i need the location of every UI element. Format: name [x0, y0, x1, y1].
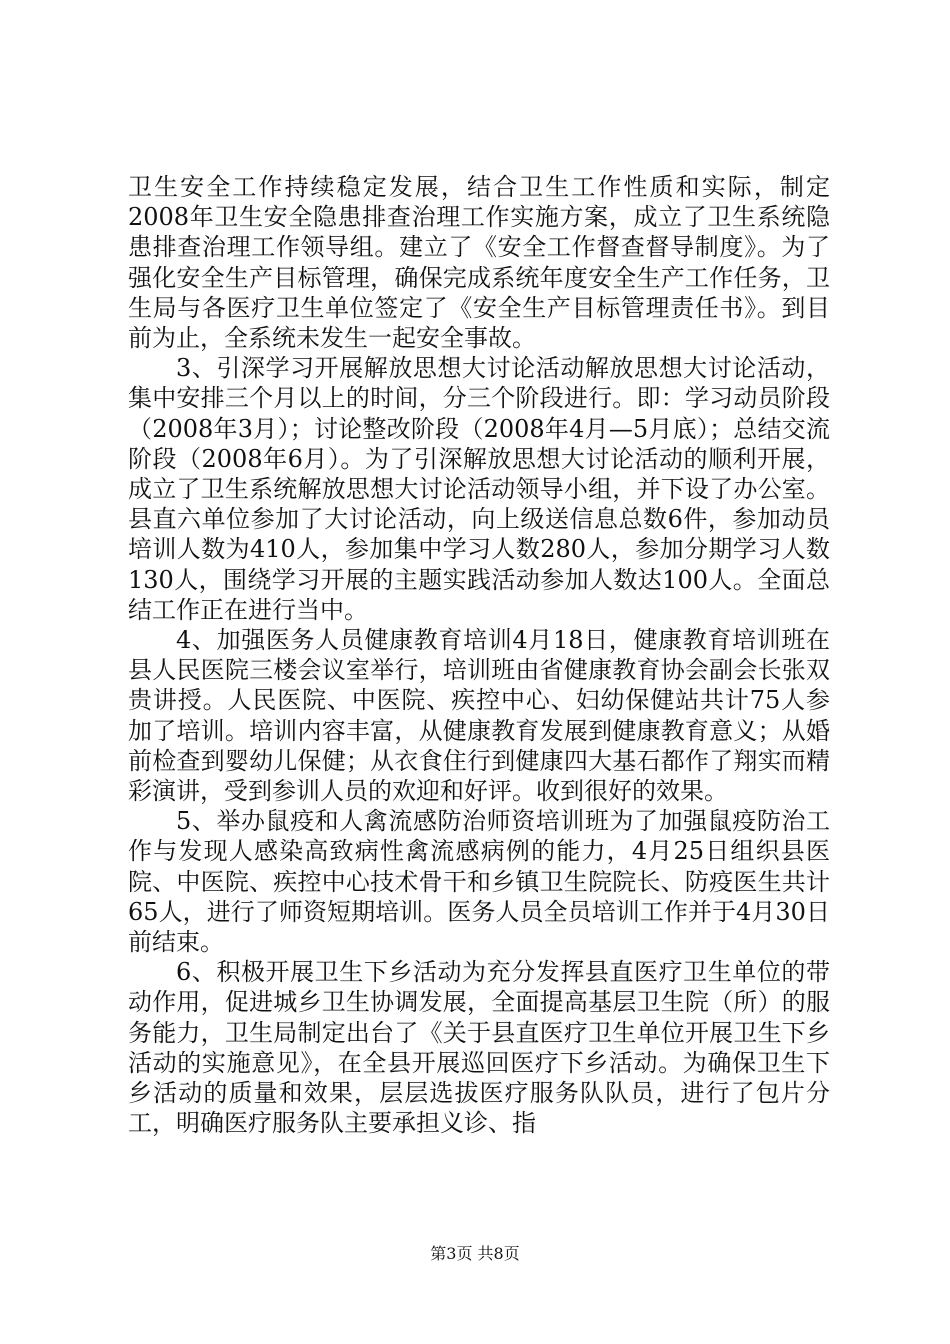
document-body [128, 172, 830, 1139]
paragraph-item-4: 4、加强医务人员健康教育培训4月18日，健康教育培训班在县人民医院三楼会议室举行，培训班由省健康教育协会副会长张双贵讲授。人民医院、中医院、疾控中心、妇幼保健站共计75人参加了培训。培训内容丰富，从健康教育发展到健康教育意义；从婚前检查到婴幼儿保健；从衣食住行到健康四大基石都作了翔实而精彩演讲，受到参训人员的欢迎和好评。收到很好的效果。 [128, 626, 830, 806]
paragraph-item-6: 6、积极开展卫生下乡活动为充分发挥县直医疗卫生单位的带动作用，促进城乡卫生协调发展，全面提高基层卫生院（所）的服务能力，卫生局制定出台了《关于县直医疗卫生单位开展卫生下乡活动的实施意见》，在全县开展巡回医疗下乡活动。为确保卫生下乡活动的质量和效果，层层选拔医疗服务队队员，进行了包片分工，明确医疗服务队主要承担义诊、指 [128, 958, 830, 1138]
page-footer [0, 1244, 950, 1264]
paragraph-item-5: 5、举办鼠疫和人禽流感防治师资培训班为了加强鼠疫防治工作与发现人感染高致病性禽流感病例的能力，4月25日组织县医院、中医院、疾控中心技术骨干和乡镇卫生院院长、防疫医生共计65人，进行了师资短期培训。医务人员全员培训工作并于4月30日前结束。 [128, 807, 830, 957]
paragraph-item-3: 3、引深学习开展解放思想大讨论活动解放思想大讨论活动，集中安排三个月以上的时间，分三个阶段进行。即：学习动员阶段（2008年3月）；讨论整改阶段（2008年4月—5月底）；总结交流阶段（2008年6月）。为了引深解放思想大讨论活动的顺利开展，成立了卫生系统解放思想大讨论活动领导小组，并下设了办公室。县直六单位参加了大讨论活动，向上级送信息总数6件，参加动员培训人数为410人，参加集中学习人数280人，参加分期学习人数130人，围绕学习开展的主题实践活动参加人数达100人。全面总结工作正在进行当中。 [128, 354, 830, 624]
page-number-label: 第3页 共8页 [430, 1244, 520, 1263]
paragraph-continuation: 卫生安全工作持续稳定发展，结合卫生工作性质和实际，制定2008年卫生安全隐患排查治理工作实施方案，成立了卫生系统隐患排查治理工作领导组。建立了《安全工作督查督导制度》。为了强化安全生产目标管理，确保完成系统年度安全生产工作任务，卫生局与各医疗卫生单位签定了《安全生产目标管理责任书》。到目前为止，全系统未发生一起安全事故。 [128, 173, 830, 353]
